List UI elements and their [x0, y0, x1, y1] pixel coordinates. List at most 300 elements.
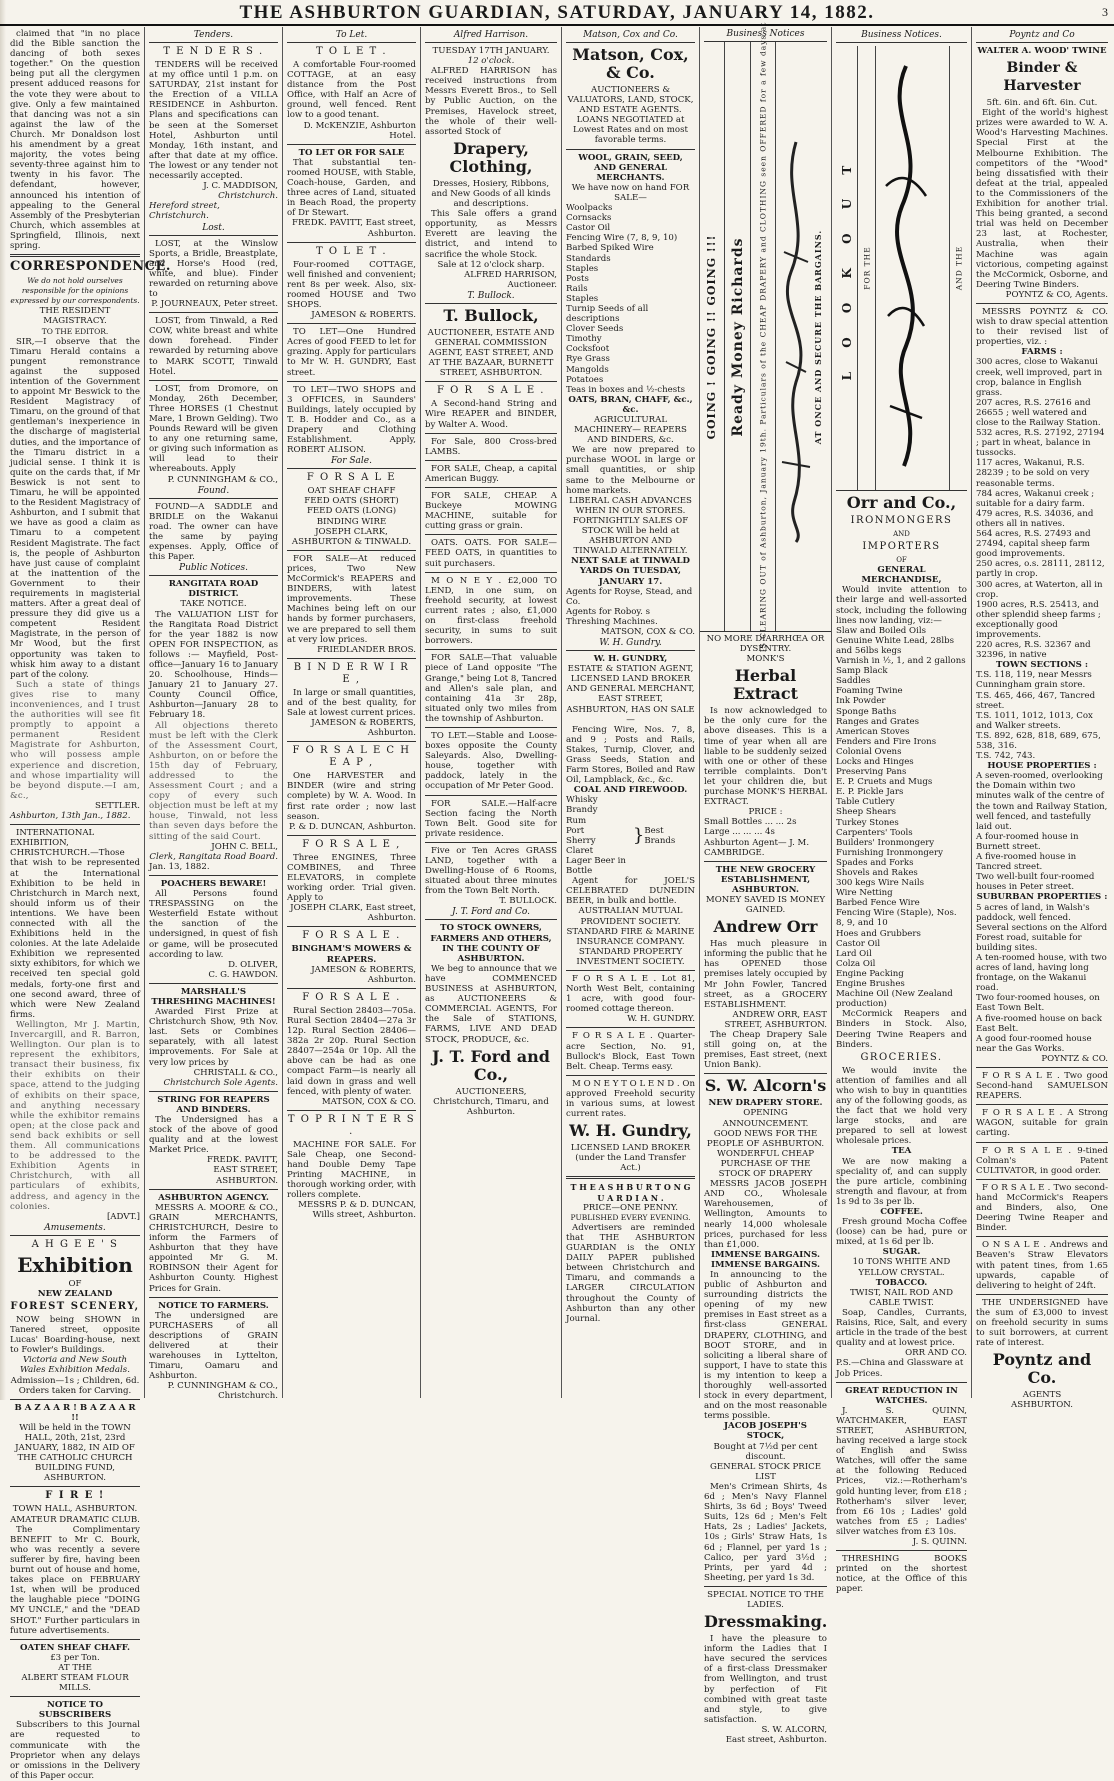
binder-sign: JAMESON & ROBERTS, [311, 718, 416, 729]
list-item: Shovels and Rakes [836, 868, 918, 878]
bullock-halfacre: FOR SALE.—Half-acre Section facing the North Town Belt. Good site for private residence. [425, 798, 557, 839]
bullock-grange: FOR SALE—That valuable piece of Land opposite "The Grange," being Lot 8, Tancred and Allen's sale plan, and containing 41a 3r 28p, situated only two miles from the township of Ashburton. [425, 653, 557, 724]
of-word: OF [896, 556, 907, 565]
ironmongers: IRONMONGERS [850, 515, 953, 526]
and-word: AND [893, 530, 910, 538]
spirits-block: Whisky Brandy Rum Port Sherry Claret Lager Beer in Bottle } Best Brands [566, 795, 695, 876]
list-item: 564 acres, R.S. 27493 and 27494, capital sheep farm good improvements. [976, 529, 1091, 560]
sugar: SUGAR. [882, 1247, 921, 1258]
guardian-every: PUBLISHED EVERY EVENING. [570, 1212, 691, 1222]
list-item: Teas in boxes and ½-chests [566, 384, 686, 395]
lost-3: LOST, from Dromore, on Monday, 26th December, Three HORSES (1 Chestnut Mare, 1 Brown Gelding). Two Pounds Reward will be given to any one returning same, or giving such information as will lead to their whereabouts. Apply [149, 383, 278, 475]
gundry-agent-for: Agent for JOEL'S CELEBRATED DUNEDIN BEER, in bulk and bottle. [566, 876, 695, 907]
matson-agents2: Agents for Roboy. s Threshing Machines. [566, 606, 658, 627]
section-gundry: W. H. Gundry. [566, 638, 695, 651]
bullock-name: T. Bullock, [443, 305, 539, 325]
guardian-body: Advertisers are reminded that THE ASHBURTON GUARDIAN is the ONLY DAILY PAPER published between Christchurch and Timaru, and commands a LARGER CIRCULATION throughout the County of Ashburton than any other Journal. [566, 1222, 695, 1324]
section-bullock: T. Bullock. [425, 291, 557, 304]
farmers-sign2: Christchurch. [218, 1391, 278, 1402]
dress-body: I have the pleasure to inform the Ladies that I have secured the services of a first-class Dressmaker from Wellington, and trust by perfection of Fit combined with great taste and style, to give satisfaction. [704, 1634, 827, 1725]
lost-3-sign: P. CUNNINGHAM & CO., [167, 474, 278, 485]
subscribers-title: NOTICE TO SUBSCRIBERS [38, 1700, 112, 1721]
andrew-orr-signature [776, 42, 806, 631]
diarrhoea: NO MORE DIARRHŒA OR DYSENTRY. [706, 634, 825, 655]
forsale-5-title: F O R S A L E . [302, 991, 401, 1003]
town-list [976, 670, 1108, 761]
price-large: Large ... ... ... 4s [704, 827, 775, 838]
price-label: PRICE : [748, 807, 783, 818]
letter-title: THE RESIDENT MAGISTRACY. [39, 306, 111, 327]
poyntz-onsale: O N S A L E . Andrews and Beaven's Straw Elevators with patent tines, from 1.65 upwards, capable of delivering to height of 24ft. [976, 1240, 1108, 1291]
bazaar-body: Will be held in the TOWN HALL, 20th, 21st, 23rd JANUARY, 1882, IN AID OF THE CATHOLIC CHURCH BUILDING FUND, ASHBURTON. [15, 1422, 135, 1484]
bought: Bought at 7½d per cent discount. [713, 1441, 818, 1462]
binder-harvester: Binder & Harvester [1003, 60, 1081, 95]
list-item: T.S. 465, 466, 467, Tancred street. [976, 690, 1096, 711]
coffee-body: Fresh ground Mocha Coffee (loose) can be had, pure or mixed, at 1s 6d per lb. [836, 1217, 967, 1248]
ford-title: TO STOCK OWNERS, FARMERS AND OTHERS, IN THE COUNTY OF ASHBURTON. [430, 923, 552, 964]
list-item: 532 acres, R.S. 27192, 27194 ; part in wheat, balance in tussocks. [976, 428, 1105, 459]
dramatic-club: AMATEUR DRAMATIC CLUB. [10, 1514, 140, 1525]
list-item: Rails [566, 283, 588, 294]
list-item: Sponge Baths [836, 706, 897, 717]
list-item: Staples [566, 293, 599, 304]
forsale-4-sign: JAMESON & ROBERTS, Ashburton. [311, 964, 416, 985]
forsale-2-sign: FRIEDLANDER BROS. [317, 644, 416, 655]
bullock-money: M O N E Y . £2,000 TO LEND, in one sum, on freehold security, at lowest current rates ; also, £1,000 on first-class freehold security, in sums to suit borrowers. [425, 575, 557, 647]
letter-signature: SETTLER. [95, 800, 140, 811]
marshall-body: Awarded First Prize at Christchurch Show, 9th Nov. last. Sets or Combines separately, with all latest improvements. For Sale at very low prices by [149, 1007, 278, 1068]
groceries: GROCERIES. [860, 1051, 943, 1063]
list-item: 784 acres, Wakanui creek ; suitable for a dairy farm. [976, 488, 1095, 509]
letter-body: SIR,—I observe that the Timaru Herald contains a pungent remonstrance against the supposed intention of the Government to appoint Mr Beswick to the Resident Magistracy of Timaru, on the ground of that gentleman's inexperience in the discharge of magisterial duties, and the importance of the Timaru district in a judicial sense. I think it is quite on the cards that, if Mr Beswick is not sent to Timaru, he will be appointed to the Resident Magistracy of Ashburton, and I submit that we have as good a claim as Timaru to a competent Resident Magistrate. The fact is, the people of Ashburton have just cause of complaint at the inattention of the Government to their requirements in magisterial matters. After a great deal of pressure they did give us a competent Resident Magistrate, in the person of Mr Wood, but the first opportunity was taken to whisk him away to a distant part of the colony. [10, 336, 140, 680]
exhibition-orders: Orders taken for Carving. [18, 1385, 132, 1396]
column-1 [6, 27, 171, 1781]
list-item: 5 acres of land, in Walsh's paddock, well fenced. [976, 902, 1090, 923]
sp-notice: SPECIAL NOTICE TO THE LADIES. [707, 1589, 824, 1610]
groc-body: We would invite the attention of families and all who wish to buy in quantities any of the following goods, as the fact that we hold very large stocks, and are prepared to sell at lowest wholesale prices. [836, 1065, 967, 1147]
section-poyntz: Poyntz and Co [976, 30, 1108, 43]
list-item: Clover Seeds [566, 324, 624, 335]
binder-body: Eight of the world's highest prizes were awarded to W. A. Wood's Harvesting Machines. Special First at the Melbourne Exhibition. The competitors of the "Wood" being dissatisfied with their defeat at the trial, appealed to the Commissioners of the Exhibition for another trial. This being granted, a second trial was held on December 23 last, at Rochester, Australia, when their Machine was again victorious, competing against the McCormick, Osborne, and Deering Twine Binders. [976, 108, 1108, 290]
tenders-addr: Hereford street, Christchurch. [149, 201, 220, 222]
list-item: Sheep Shears [836, 807, 896, 818]
prices-title: GENERAL STOCK PRICE LIST [710, 1461, 821, 1482]
section-ford: J. T. Ford and Co. [425, 907, 557, 920]
string-title: STRING FOR REAPERS AND BINDERS. [157, 1094, 270, 1115]
monks: MONK'S [746, 654, 785, 665]
agency-title: ASHBURTON AGENCY. [158, 1192, 269, 1203]
bullock-fs2: For Sale, 800 Cross-bred LAMBS. [425, 436, 557, 457]
tolet-2-sign: FREDK. PAVITT, East street, Ashburton. [292, 218, 416, 239]
sale-time: 12 o'clock. [467, 56, 515, 67]
list-item: Barbed Fence Wire [836, 898, 920, 909]
list-item: Rum [566, 815, 587, 826]
gundry-lic: LICENSED LAND BROKER (under the Land Transfer Act.) [570, 1143, 691, 1174]
tea: TEA [891, 1146, 912, 1157]
list-item: T.S. 892, 628, 818, 689, 675, 538, 316. [976, 730, 1101, 751]
vertical-strip-clearing: IS CLEARING OUT of Ashburton, January 19th. Particulars of the CHEAP DRAPERY and CLOTHING seen OFFERED for a few days at [751, 42, 776, 631]
exhibition-notice-continued: Wellington, Mr J. Martin, Invercargill, and R. Barron, Wellington. Our plan is to represent the exhibitors, transact their business, fix their exhibits on their space, attend to the judging of exhibits on their space, and anything necessary while the exhibitor remains open; at the close pack and send back exhibits or sell them. All communications to be addressed to the Exhibition Agents in Christchurch, with all particulars of exhibits, address, and agency in the colonies. [10, 1019, 140, 1212]
list-item: A four-roomed house in Burnett street. [976, 831, 1079, 852]
column-3 [283, 27, 421, 1398]
bullock-fs4: FOR SALE, CHEAP. A Buckeye MOWING MACHINE, suitable for cutting grass or grain. [425, 491, 557, 532]
bazaar-title: B A Z A A R ! B A Z A A R !! [14, 1402, 136, 1423]
list-item: Spades and Forks [836, 857, 914, 868]
forsale-3-sign: JOSEPH CLARK, East street, Ashburton. [290, 903, 416, 924]
orr-sign: ORR AND CO. [905, 1348, 967, 1359]
tolet-1-body: A comfortable Four-roomed COTTAGE, at an easy distance from the Post Office, with Half an Acre of ground, well fenced. Rent low to a good tenant. [287, 60, 416, 121]
forsale-1-title: F O R S A L E [306, 472, 397, 484]
poachers-title: POACHERS BEWARE! [160, 878, 267, 889]
list-item: FEED OATS (LONG) [306, 506, 397, 517]
section-business-notices-2: Business Notices. [836, 30, 967, 43]
list-item: Posts [566, 273, 589, 284]
advt-tag: [ADVT.] [106, 1211, 140, 1222]
gundry-fs1: F O R S A L E . Lot 81, North West Belt, containing 1 acre, with good four-roomed cottage thereon. [566, 973, 695, 1015]
guardian-price: PRICE—ONE PENNY. [582, 1202, 679, 1213]
list-item: Table Cutlery [836, 797, 895, 808]
tolet-2-title: TO LET OR FOR SALE [298, 147, 405, 158]
tea-body: We are now making a speciality of, and can supply the pure article, combining strength and flavour, at from 1s 9d to 3s per lb. [836, 1156, 967, 1207]
list-item: Genuine White Lead, 28lbs and 56lbs kegs [836, 635, 954, 656]
alcorn-sub: NEW DRAPERY STORE. [708, 1098, 823, 1109]
subscribers-body: Subscribers to this Journal are requested to communicate with the Proprietor when any delays or omissions in the Delivery of this Paper occur. [10, 1720, 140, 1781]
poyntz-messrs: MESSRS POYNTZ & CO. wish to draw special attention to their revised list of properties, viz. : [976, 306, 1108, 348]
gundry-items: Fencing Wire, Nos. 7, 8, and 9 ; Posts and Rails, Stakes, Turnip, Clover, and Grass Seeds, Station and Farm Stores, Boiled and Raw Oil, Lampblack, &c., &c. [566, 724, 695, 786]
list-item: Engine Packing [836, 968, 904, 979]
list-item: Brandy [566, 805, 598, 816]
list-item: Ranges and Grates [836, 716, 919, 727]
tobacco: TOBACCO. [875, 1277, 928, 1288]
poyntz-fs2: F O R S A L E . A Strong WAGON, suitable for grain carting. [976, 1108, 1108, 1139]
matson-next: NEXT SALE at TINWALD YARDS On TUESDAY, JANUARY 17. [571, 556, 690, 587]
rangitata-sign: JOHN C. BELL, [211, 841, 278, 852]
section-found: Found. [149, 486, 278, 499]
harrison-body: ALFRED HARRISON has received instructions from Messrs Everett Bros., to Sell by Public Auction, on the Premises, Havelock street, the whole of their well-assorted Stock of [425, 66, 557, 137]
newspaper-columns [6, 21, 1112, 1781]
fire-body: The Complimentary BENEFIT to Mr C. Bourk, who was recently a severe sufferer by fire, having been burnt out of house and home, takes place on FEBRUARY 1st, when will be produced the laughable piece "DOING MY UNCLE," and the "DEAD SHOT." Further particulars in future advertisements. [10, 1524, 140, 1636]
bullock-title: AUCTIONEER, ESTATE AND GENERAL COMMISSION AGENT, EAST STREET, AND AT THE BAZAAR, BURNETT STREET, ASHBURTON. [427, 327, 555, 379]
forsale-2-body: FOR SALE—At reduced prices, Two New McCormick's REAPERS and BINDERS, with latest improvements. These Machines being left on our hands by former purchasers, we are prepared to sell them at very low prices. [287, 553, 416, 645]
list-item: BINDING WIRE [316, 516, 387, 527]
printers-sign: MESSRS P. & D. DUNCAN, Wills street, Ashburton. [298, 1200, 416, 1221]
orr-co-heading: Orr and Co., [846, 493, 957, 512]
agency-body: MESSRS A. MOORE & CO., GRAIN MERCHANTS, CHRISTCHURCH, Desire to inform the Farmers of Ashburton that they have appointed Mr G. M. ROBINSON their Agent for Ashburton County. Highest Prices for Grain. [149, 1202, 278, 1294]
fire-sub: TOWN HALL, ASHBURTON. [12, 1504, 138, 1515]
list-item: Two four-roomed houses, on East Town Belt. [976, 993, 1100, 1014]
list-item: Samp Black [836, 666, 888, 677]
matson-agents: Agents for Royse, Stead, and Co. [566, 586, 693, 607]
poachers-sign: D. OLIVER, [228, 959, 278, 970]
list-item: Port [566, 825, 585, 836]
list-item: Turnip Seeds of all descriptions [566, 303, 649, 325]
list-item: Slaw and Boiled Oils [836, 625, 926, 636]
section-lost: Lost. [149, 223, 278, 236]
list-item: Timothy [566, 334, 602, 345]
list-item: 117 acres, Wakanui, R.S. 28239 ; to be sold on very reasonable terms. [976, 458, 1090, 489]
oaten-at: AT THE [58, 1662, 92, 1673]
drapery-heading: Drapery, Clothing, [449, 138, 533, 176]
rangitata-body: The VALUATION LIST for the Rangitata Road District for the year 1882 is now OPEN FOR INSPECTION, as follows :— Mayfield, Post-office—January 16 to January 20. Schoolhouse, Hinds—January 21 to January 27. County Council Office, Ashburton—January 28 to February 18. [149, 609, 278, 721]
ford-name: J. T. Ford and Co., [432, 1046, 550, 1084]
tolet-1-sign: D. McKENZIE, Ashburton Hotel. [303, 120, 416, 141]
article-continuation: claimed that "in no place did the Bible sanction the dancing of both sexes together." On the question being put all the clergymen present adduced reasons for the vote they were about to give. Only a few maintained that dancing was not a sin against the law of the Church. Mr Donaldson lost his amendment by a great majority, the votes being seventy-three against him to twenty in his favor. The defendant, however, announced his intention of appealing to the General Assembly of the Presbyterian Church, which assembles at Springfield, Illinois, next spring. [10, 29, 140, 251]
rangitata-title: RANGITATA ROAD DISTRICT. [168, 579, 259, 600]
exhibition-title: Exhibition [17, 1252, 133, 1277]
forsale-4-title: F O R S A L E . [302, 930, 401, 942]
jacob: JACOB JOSEPH'S STOCK, [723, 1421, 808, 1442]
rangitata-sign2: Clerk, Rangitata Road Board. [149, 851, 278, 862]
coffee: COFFEE. [880, 1207, 923, 1217]
binder-title: B I N D E R W I R E , [293, 661, 410, 685]
matson-have: We have now on hand FOR SALE— [571, 182, 690, 203]
bullock-stables: TO LET.—Stable and Loose-boxes opposite the County Saleyards. Also, Dwelling-house, together with paddock, lately in the occupation of Mr Peter Good. [425, 730, 557, 792]
town-title: TOWN SECTIONS : [995, 660, 1089, 671]
forsale-1-items [287, 486, 416, 526]
string-body: The Undersigned has a stock of the above of good quality and at the lowest Market Price. [149, 1115, 278, 1156]
dress-addr: East street, Ashburton. [725, 1735, 827, 1745]
marshall-sign2: Christchurch Sole Agents. [163, 1077, 278, 1088]
list-item: Locks and Hinges [836, 756, 914, 767]
matson-machinery: AGRICULTURAL MACHINERY— REAPERS AND BINDERS, &c. [574, 415, 687, 446]
grocery-title: THE NEW GROCERY ESTABLISHMENT, ASHBURTON. [715, 864, 816, 895]
poyntz-fs1: F O R S A L E . Two good Second-hand SAMUELSON REAPERS. [976, 1071, 1108, 1102]
binder-size: 5ft. 6in. and 6ft. 6in. Cut. [986, 98, 1098, 109]
drapery-body: This Sale offers a grand opportunity, as Messrs Everett are leaving the district, and intend to sacrifice the whole Stock. [425, 209, 557, 260]
herbal-body: Is now acknowledged to be the only cure for the above diseases. This is a time of year when all are liable to be suddenly seized with one or other of these terrible complaints. Don't let your children die, but purchase MONK'S HERBAL EXTRACT. [704, 706, 827, 808]
list-item: Machine Oil (New Zealand production) [836, 989, 953, 1010]
list-item: Two well-built four-roomed houses in Peter street. [976, 872, 1095, 893]
suburban-list [976, 903, 1108, 1054]
list-item: 250 acres, o.s. 28111, 28112, partly in crop. [976, 559, 1105, 580]
poyntz-agents: AGENTS [1022, 1390, 1062, 1401]
farms-title: FARMS : [1021, 347, 1063, 358]
orr-body: Has much pleasure in informing the public that he has OPENED those premises lately occupied by Mr John Fowler, Tancred street, as a GROCERY ESTABLISHMENT. [704, 939, 827, 1010]
list-item: Lager Beer in Bottle [566, 855, 626, 877]
forsale-3-body: Three ENGINES, Three COMBINES, and Three ELEVATORS, in complete working order. Trial given. Apply to [287, 852, 416, 904]
list-item: OAT SHEAF CHAFF [307, 486, 396, 497]
list-item: Varnish in ½, 1, and 2 gallons [836, 656, 966, 667]
column-4: Alfred Harrison. TUESDAY 17TH JANUARY. 12 o'clock. ALFRED HARRISON has received instructions from Messrs Everett Bros., to Sell by Public Auction, on the Premises, Havelock street, the whole of their well-assorted Stock of Drapery, Clothing, Dresses, Hosiery, Ribbons, and New Goods of all kinds and descriptions. This Sale offers a grand opportunity, as Messrs Everett are leaving the district, and intend to sacrifice the whole Stock. Sale at 12 o'clock sharp. ALFRED HARRISON, Auctioneer. T. Bullock. T. Bullock, AUCTIONEER, ESTATE AND GENERAL COMMISSION AGENT, EAST STREET, AND AT THE BAZAAR, BURNETT STREET, ASHBURTON. F O R S A L E . A Second-hand String and Wire REAPER and BINDER, by Walter A. Wood. For Sale, 800 Cross-bred LAMBS. FOR SALE, Cheap, a capital American Buggy. FOR SALE, CHEAP. A Buckeye MOWING MACHINE, suitable for cutting grass or grain. OATS. OATS. FOR SALE—FEED OATS, in quantities to suit purchasers. M O N E Y . £2,000 TO LEND, in one sum, on freehold security, at lowest current rates ; also, £1,000 on first-class freehold security, in sums to suit borrowers. FOR SALE—That valuable piece of Land opposite "The Grange," being Lot 8, Tancred and Allen's sale plan, and containing 41a 3r 28p, situated only two miles from the township of Ashburton. TO LET.—Stable and Loose-boxes opposite the County Saleyards. Also, Dwelling-house, together with paddock, lately in the occupation of Mr Peter Good. FOR SALE.—Half-acre Section facing the North Town Belt. Good site for private residence. Five or Ten Acres GRASS LAND, together with a Dwelling-House of 6 Rooms, situated about three minutes from the Town Belt North. T. BULLOCK. J. T. Ford and Co. TO STOCK OWNERS, FARMERS AND OTHERS, IN THE COUNTY OF ASHBURTON. We beg to announce that we have COMMENCED BUSINESS at ASHBURTON, as AUCTIONEERS & COMMERCIAL AGENTS, For the Sale of STATIONS, FARMS, LIVE AND DEAD STOCK, PRODUCE, &c. J. T. Ford and Co., AUCTIONEERS, Christchurch, Timaru, and Ashburton. [421, 27, 562, 1398]
list-item: 479 acres, R.S. 34036, and others all in natives. [976, 508, 1094, 529]
ford-body: We beg to announce that we have COMMENCED BUSINESS at ASHBURTON, as AUCTIONEERS & COMMERCIAL AGENTS, For the Sale of STATIONS, FARMS, LIVE AND DEAD STOCK, PRODUCE, &c. [425, 963, 557, 1045]
gundry-society: AUSTRALIAN MUTUAL PROVIDENT SOCIETY. STANDARD FIRE & MARINE INSURANCE COMPANY. STANDARD PROPERTY INVESTMENT SOCIETY. [566, 906, 695, 967]
vertical-strip-going: GOING ! GOING !! GOING !!! [700, 42, 725, 631]
money-saved: MONEY SAVED IS MONEY GAINED. [705, 894, 826, 916]
list-item: Wire Netting [836, 888, 893, 899]
string-sign: FREDK. PAVITT, [207, 1155, 278, 1166]
forsale-5-body: Rural Section 28403—705a. Rural Section 28404—27a 3r 12p. Rural Section 28406—382a 2r 20p. Rural Section 28407—254a 0r 10p. All the above can be had as one compact Farm—is nearly all laid down in grass and well fenced, with plenty of water. [287, 1005, 416, 1097]
tolet-5-body: TO LET—TWO SHOPS and 3 OFFICES, in Saunders' Buildings, lately occupied by T. B. Hodder and Co., as a Drapery and Clothing Establishment. Apply, ROBERT ALISON. [287, 384, 416, 456]
andrew-orr-heading: Andrew Orr [713, 917, 818, 937]
section-amusements: Amusements. [10, 1223, 140, 1236]
disclaimer: We do not hold ourselves responsible for the opinions expressed by our correspondents. [10, 276, 140, 306]
opening: OPENING ANNOUNCEMENT. [722, 1108, 809, 1129]
matson-title: AUCTIONEERS & VALUATORS, LAND, STOCK, AND ESTATE AGENTS. [567, 85, 694, 116]
matson-oats: OATS, BRAN, CHAFF, &c., &c. [568, 394, 693, 415]
binder-body: In large or small quantities, and of the best quality, for Sale at lowest current prices. [287, 687, 416, 718]
orr-items [836, 626, 967, 1010]
list-item: Whisky [566, 795, 598, 806]
list-item: Fencing Wire (Staple), Nos. 8, 9, and 10 [836, 908, 957, 929]
bullock-oats: OATS. OATS. FOR SALE—FEED OATS, in quantities to suit purchasers. [425, 538, 557, 569]
list-item: FEED OATS (SHORT) [304, 496, 399, 507]
section-public-notices: Public Notices. [149, 563, 278, 576]
list-item: A seven-roomed, overlooking the Domain within two minutes walk of the centre of the town and Railway Station, well fenced, and tastefully laid out. [976, 771, 1108, 832]
rangitata-date: Jan. 13, 1882. [149, 861, 210, 872]
matson-items [566, 203, 695, 395]
list-item: Turkey Stones [836, 817, 899, 828]
threshing: THRESHING BOOKS printed on the shortest notice, at the Office of this paper. [836, 1554, 967, 1595]
list-item: Foaming Twine [836, 686, 903, 697]
announce: In announcing to the public of Ashburton and surrounding districts the opening of my new premises in East street as a first-class GENERAL DRAPERY, CLOTHING, and BOOT STORE, and in soliciting a liberal share of support, I have to state this is my intention to keep a thoroughly well-assorted stock in every department, and on the most reasonable terms possible. [704, 1269, 827, 1422]
soap: Soap, Candles, Currants, Raisins, Rice, Salt, and every article in the trade of the best quality and at lowest price. [836, 1307, 967, 1349]
poyntz-undersigned: THE UNDERSIGNED have the sum of £3,000 to invest on freehold security in sums to suit borrowers, at current rate of interest. [976, 1297, 1108, 1349]
house-title: HOUSE PROPERTIES : [987, 761, 1097, 772]
forsale-3-title: F O R S A L E , [302, 838, 401, 850]
list-item: A ten-roomed house, with two acres of land, having long frontage, on the Wakanui road. [976, 952, 1107, 994]
masthead [0, 0, 1114, 26]
bullock-fs1: A Second-hand String and Wire REAPER and BINDER, by Walter A. Wood. [425, 399, 557, 430]
poachers-sign2: C. G. HAWDON. [208, 969, 278, 980]
alcorn-heading: S. W. Alcorn's [704, 1076, 827, 1096]
orr-ps: P.S.—China and Glassware at Job Prices. [836, 1358, 964, 1379]
exhibition-of: OF [68, 1278, 82, 1289]
herbal-extract: Herbal Extract [732, 666, 799, 704]
gundry-coal: COAL AND FIREWOOD. [573, 785, 688, 796]
matson-wool: WOOL, GRAIN, SEED, AND GENERAL MERCHANTS. [578, 152, 683, 183]
list-item: Furnishing Ironmongery [836, 847, 943, 858]
dress-sign: S. W. ALCORN, [761, 1724, 827, 1735]
list-item: Standards [566, 253, 611, 264]
list-item: Carpenters' Tools [836, 827, 913, 838]
wonderful: WONDERFUL CHEAP PURCHASE OF THE STOCK OF DRAPERY [716, 1148, 814, 1180]
oaten-title: OATEN SHEAF CHAFF. [19, 1642, 131, 1653]
marshall-title: MARSHALL'S THRESHING MACHINES! [151, 986, 276, 1007]
sale-date: TUESDAY 17TH JANUARY. [432, 46, 550, 56]
great-reduction: GREAT REDUCTION IN WATCHES. [845, 1385, 958, 1406]
cheap-sign: P. & D. DUNCAN, Ashburton. [289, 821, 416, 832]
lost-1: LOST, at the Winslow Sports, a Bridle, Breastplate, and Horse's Hood (red, white, and blue). Finder rewarded on returning above to [149, 238, 278, 299]
correspondence-heading: CORRESPONDENCE. [10, 259, 171, 275]
exhibition-scenery: FOREST SCENERY, [10, 1300, 140, 1312]
list-item: Barbed Spiked Wire [566, 243, 654, 254]
list-item: T.S. 742, 743. [976, 751, 1036, 762]
letter-date: Ashburton, 13th Jan., 1882. [10, 811, 131, 822]
list-item: Engine Brushes [836, 979, 905, 990]
list-item: Castor Oil [566, 223, 611, 234]
list-item: Cocksfoot [566, 344, 610, 355]
importers: IMPORTERS [862, 541, 941, 553]
oaten-where: ALBERT STEAM FLOUR MILLS. [21, 1672, 129, 1694]
list-item: Colonial Ovens [836, 746, 902, 757]
invite: Would invite attention to their large and well-assorted stock, including the following lines now landing, viz:— [836, 585, 967, 626]
prices: Men's Crimean Shirts, 4s 6d ; Men's Navy Flannel Shirts, 3s 6d ; Boys' Tweed Suits, 12s 6d ; Men's Felt Hats, 2s ; Ladies' Jackets, 10s ; Girls' Straw Hats, 1s 6d ; Flannel, per yard 1s ; Calico, per yard 3½d ; Prints, per yard 4d ; Sheeting, per yard 1s 3d. [704, 1481, 827, 1583]
vertical-strip-ready-money: Ready Money Richards [725, 42, 750, 631]
matson-wool-body: We are now prepared to purchase WOOL in large or small quantities, or ship same to the Melbourne or home markets. [566, 445, 695, 496]
poachers-body: All Persons found TRESPASSING on the Westerfield Estate without the sanction of the undersigned, in quest of fish or game, will be prosecuted according to law. [149, 889, 278, 960]
list-item: 300 kegs Wire Nails [836, 878, 924, 889]
list-item: Sherry [566, 835, 596, 846]
letter-to: TO THE EDITOR. [41, 326, 109, 336]
gundry-fs2: F O R S A L E . Quarter-acre Section, No. 91, Bullock's Block, East Town Belt. Cheap. Terms easy. [566, 1031, 695, 1072]
poyntz-ashburton: ASHBURTON. [1011, 1400, 1073, 1411]
tobacco-body: TWIST, NAIL ROD AND CABLE TWIST. [849, 1287, 954, 1308]
section-business-notices: Business Notices [704, 29, 827, 42]
matson-sign: MATSON, COX & CO. [600, 626, 695, 637]
matson-liberal: LIBERAL CASH ADVANCES WHEN IN OUR STORES. [569, 495, 692, 516]
gundry-title: ESTATE & STATION AGENT, LICENSED LAND BROKER AND GENERAL MERCHANT, EAST STREET, ASHBURTON, HAS ON SALE— [566, 664, 695, 725]
list-item: Potatoes [566, 374, 604, 385]
list-item: T.S. 1011, 1012, 1013, Cox and Walker streets. [976, 710, 1093, 731]
list-item: 300 acres, at Waterton, all in crop. [976, 579, 1103, 600]
printers-body: MACHINE FOR SALE. For Sale Cheap, one Second-hand Double Demy Tape Printing MACHINE, in thorough working order, with rollers complete. [287, 1139, 416, 1201]
quinn-body: J. S. QUINN, WATCHMAKER, EAST STREET, ASHBURTON, having received a large stock of English and Swiss Watches, will offer the same at the following Reduced Prices, viz.:—Rotherham's gold hunting lever, from £18 ; Rotherham's silver lever, from £6 10s ; Ladies' gold watches from £5 ; Ladies' silver watches from £3 10s. [836, 1405, 967, 1537]
string-addr: EAST STREET, ASHBURTON. [213, 1165, 278, 1186]
list-item: 207 acres, R.S. 27616 and 26655 ; well watered and close to the Railway Station. [976, 397, 1101, 428]
forsale-5-sign: MATSON, COX & CO. [321, 1096, 416, 1107]
lost-2: LOST, from Tinwald, a Red COW, white breast and white down forehead. Finder rewarded by returning above to MARK SCOTT, Tinwald Hotel. [149, 316, 278, 377]
list-item: Ink Powder [836, 696, 886, 707]
list-item: Staples [566, 263, 599, 274]
tenders-body: TENDERS will be received at my office until 1 p.m. on SATURDAY, 21st instant for the Erection of a VILLA RESIDENCE in Ashburton. Plans and specifications can be seen at the Somerset Hotel, Ashburton until Monday, 16th instant, and after that date at my office. The lowest or any tender not necessarily accepted. [149, 60, 278, 182]
gundry-big: W. H. Gundry, [569, 1121, 692, 1141]
exhibition-medals: Victoria and New South Wales Exhibition Medals. [20, 1355, 130, 1376]
list-item: Hoes and Grubbers [836, 928, 921, 939]
for-the-strip: FOR THE [858, 46, 876, 490]
list-item: Several sections on the Alford Forest road, suitable for building sites. [976, 922, 1108, 953]
sale-hour: Sale at 12 o'clock sharp. [437, 259, 545, 270]
page-number: 3 [1102, 5, 1108, 19]
binder-sign2: Ashburton. [367, 728, 416, 739]
section-tenders: Tenders. [149, 30, 278, 43]
list-item: Builders' Ironmongery [836, 837, 935, 848]
drapery-sub: Dresses, Hosiery, Ribbons, and New Goods of all kinds and descriptions. [431, 178, 551, 210]
column-7 [832, 27, 972, 1595]
oaten-price: £3 per Ton. [50, 1652, 100, 1663]
price-small: Small Bottles ... ... 2s [704, 817, 797, 828]
herbal-agent: Ashburton Agent— J. M. CAMBRIDGE. [704, 837, 810, 858]
list-item: A five-roomed house in Tancred street. [976, 852, 1077, 873]
bullock-fivetens: Five or Ten Acres GRASS LAND, together with a Dwelling-House of 6 Rooms, situated about three minutes from the Town Belt North. [425, 845, 557, 897]
tenders-sign2: Christchurch. [218, 191, 278, 202]
poyntz-sign: POYNTZ & CO. [1041, 1053, 1108, 1064]
andrew-orr-signature-2 [876, 46, 949, 490]
exhibition-nz: NEW ZEALAND [37, 1288, 113, 1299]
take-notice: TAKE NOTICE. [180, 599, 247, 610]
section-alfred-harrison: Alfred Harrison. [425, 30, 557, 43]
tolet-4-body: TO LET—One Hundred Acres of good FEED to let for grazing. Apply for particulars to Mr W. H. GUNDRY, East street. [287, 327, 416, 378]
list-item: 300 acres, close to Wakanui creek, well improved, part in crop, balance in English grass. [976, 357, 1103, 398]
list-item: Colza Oil [836, 958, 876, 969]
list-item: 220 acres, R.S. 32367 and 32396, in native [976, 640, 1091, 661]
letter-body-continued: Such a state of things gives rise to many inconveniences, and I trust the authorities will see fit promptly to appoint a permanent Resident Magistrate for Ashburton, who will possess ample experience and discretion, and whose impartiality will be beyond dispute.—I am, &c., [10, 679, 140, 801]
column-8 [972, 27, 1112, 1411]
wood-twine: WALTER A. WOOD' TWINE [977, 46, 1107, 56]
ford-addr: AUCTIONEERS, Christchurch, Timaru, and Ashburton. [433, 1086, 549, 1117]
poyntz-fs4: F O R S A L E . Two second-hand McCormick's Reapers and Binders, also, One Deering Twine Reaper and Binder. [976, 1182, 1108, 1234]
gundry-fs1-sign: W. H. GUNDRY. [627, 1014, 695, 1025]
list-item: E. P. Cruets and Mugs [836, 777, 933, 788]
poyntz-fs3: F O R S A L E . 9-tined Colman's Patent CULTIVATOR, in good order. [976, 1145, 1108, 1176]
tenders-sign: J. C. MADDISON, [203, 181, 278, 192]
newspaper-title: THE ASHBURTON GUARDIAN, SATURDAY, JANUARY 14, 1882. [239, 2, 875, 23]
rangitata-continued: All objections thereto must be left with the Clerk of the Assessment Court, Ashburton, on or before the 15th day of February, addressed to the Assessment Court ; and a copy of every such objection must be left at my house, Tinwald, not less than seven days before the sitting of the said Court. [149, 720, 278, 842]
section-matson: Matson, Cox and Co. [566, 30, 695, 43]
good-news: GOOD NEWS FOR THE PEOPLE OF ASHBURTON. [706, 1128, 825, 1149]
bullock-fs3: FOR SALE, Cheap, a capital American Buggy. [425, 463, 557, 484]
forsale-1-addr: ASHBURTON & TINWALD. [291, 536, 412, 547]
